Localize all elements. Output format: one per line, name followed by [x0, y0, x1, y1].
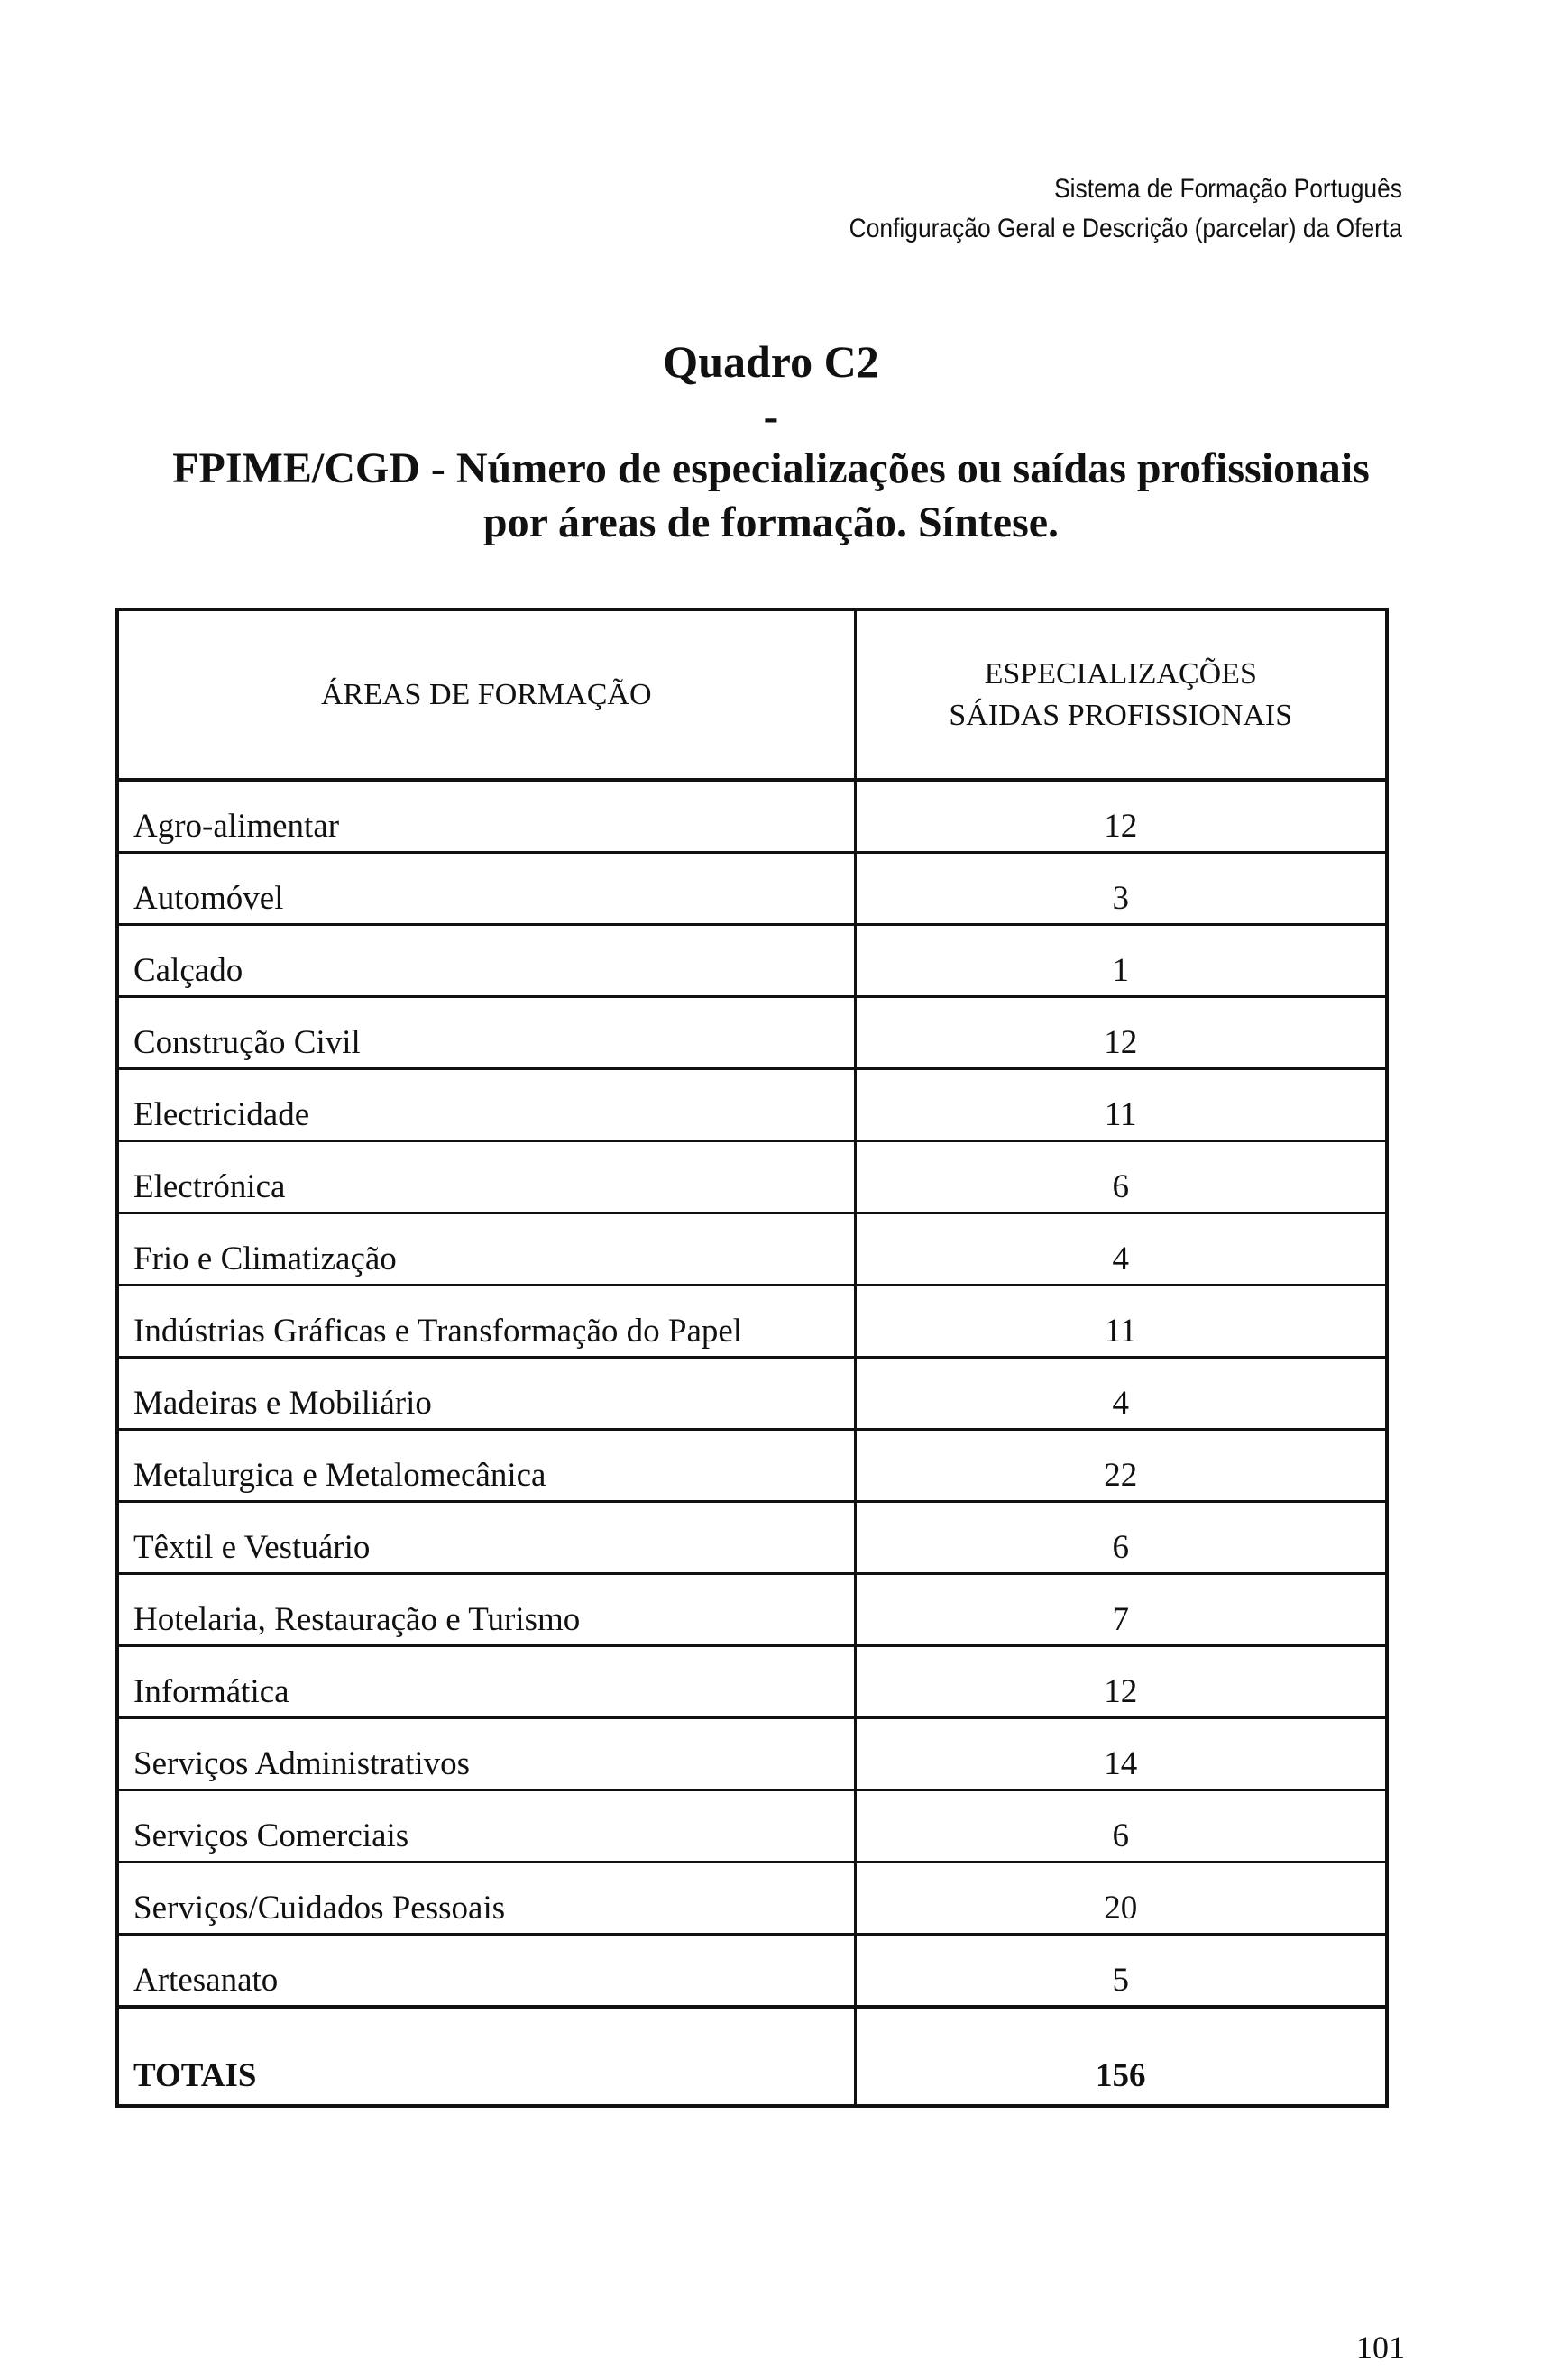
table-header-row — [117, 609, 1387, 780]
table-row — [117, 1430, 1387, 1502]
table-row — [117, 1646, 1387, 1718]
area-cell: Madeiras e Mobiliário — [117, 1358, 855, 1430]
table-row — [117, 1213, 1387, 1286]
count-cell: 12 — [855, 1646, 1387, 1718]
count-cell: 12 — [855, 997, 1387, 1069]
area-cell: Serviços Administrativos — [117, 1718, 855, 1790]
area-cell: Serviços/Cuidados Pessoais — [117, 1863, 855, 1935]
column-header-specializations-line-2: SÁIDAS PROFISSIONAIS — [949, 698, 1293, 732]
table-row — [117, 780, 1387, 853]
page-number: 101 — [1356, 2330, 1405, 2366]
count-cell: 6 — [855, 1790, 1387, 1863]
table-title-line-1: FPIME/CGD - Número de especializações ou saídas profissionais — [172, 444, 1370, 492]
count-cell: 20 — [855, 1863, 1387, 1935]
table-row — [117, 853, 1387, 925]
title-separator: - — [763, 390, 779, 441]
totals-row — [117, 2007, 1387, 2106]
count-cell: 11 — [855, 1069, 1387, 1141]
specializations-table — [115, 608, 1389, 2108]
column-header-specializations-line-1: ESPECIALIZAÇÕES — [984, 656, 1257, 691]
table-row — [117, 1502, 1387, 1574]
count-cell: 11 — [855, 1286, 1387, 1358]
count-cell: 6 — [855, 1502, 1387, 1574]
area-cell: Automóvel — [117, 853, 855, 925]
count-cell: 22 — [855, 1430, 1387, 1502]
table-row — [117, 925, 1387, 997]
table-row — [117, 1141, 1387, 1213]
count-cell: 14 — [855, 1718, 1387, 1790]
count-cell: 1 — [855, 925, 1387, 997]
totals-label: TOTAIS — [117, 2007, 855, 2106]
area-cell: Calçado — [117, 925, 855, 997]
count-cell: 4 — [855, 1358, 1387, 1430]
count-cell: 3 — [855, 853, 1387, 925]
count-cell: 6 — [855, 1141, 1387, 1213]
area-cell: Construção Civil — [117, 997, 855, 1069]
running-header — [849, 169, 1402, 249]
count-cell: 5 — [855, 1935, 1387, 2008]
header-line-description: Configuração Geral e Descrição (parcelar) da Oferta — [849, 214, 1402, 243]
column-header-specializations — [855, 609, 1387, 780]
area-cell: Electrónica — [117, 1141, 855, 1213]
table-title-line-2: por áreas de formação. Síntese. — [482, 499, 1060, 546]
count-cell: 12 — [855, 780, 1387, 853]
area-cell: Electricidade — [117, 1069, 855, 1141]
table-row — [117, 1069, 1387, 1141]
table-title — [90, 442, 1452, 550]
header-line-system: Sistema de Formação Português — [1054, 174, 1402, 204]
table-number: Quadro C2 — [663, 336, 879, 387]
table-row — [117, 1935, 1387, 2008]
table-row — [117, 1574, 1387, 1646]
area-cell: Artesanato — [117, 1935, 855, 2008]
column-header-areas: ÁREAS DE FORMAÇÃO — [117, 609, 855, 780]
table-row — [117, 1286, 1387, 1358]
area-cell: Metalurgica e Metalomecânica — [117, 1430, 855, 1502]
area-cell: Frio e Climatização — [117, 1213, 855, 1286]
table-row — [117, 997, 1387, 1069]
area-cell: Têxtil e Vestuário — [117, 1502, 855, 1574]
area-cell: Informática — [117, 1646, 855, 1718]
table-row — [117, 1358, 1387, 1430]
area-cell: Indústrias Gráficas e Transformação do Papel — [117, 1286, 855, 1358]
area-cell: Hotelaria, Restauração e Turismo — [117, 1574, 855, 1646]
count-cell: 7 — [855, 1574, 1387, 1646]
area-cell: Agro-alimentar — [117, 780, 855, 853]
count-cell: 4 — [855, 1213, 1387, 1286]
table-row — [117, 1863, 1387, 1935]
table-row — [117, 1790, 1387, 1863]
table-row — [117, 1718, 1387, 1790]
totals-value: 156 — [855, 2007, 1387, 2106]
area-cell: Serviços Comerciais — [117, 1790, 855, 1863]
